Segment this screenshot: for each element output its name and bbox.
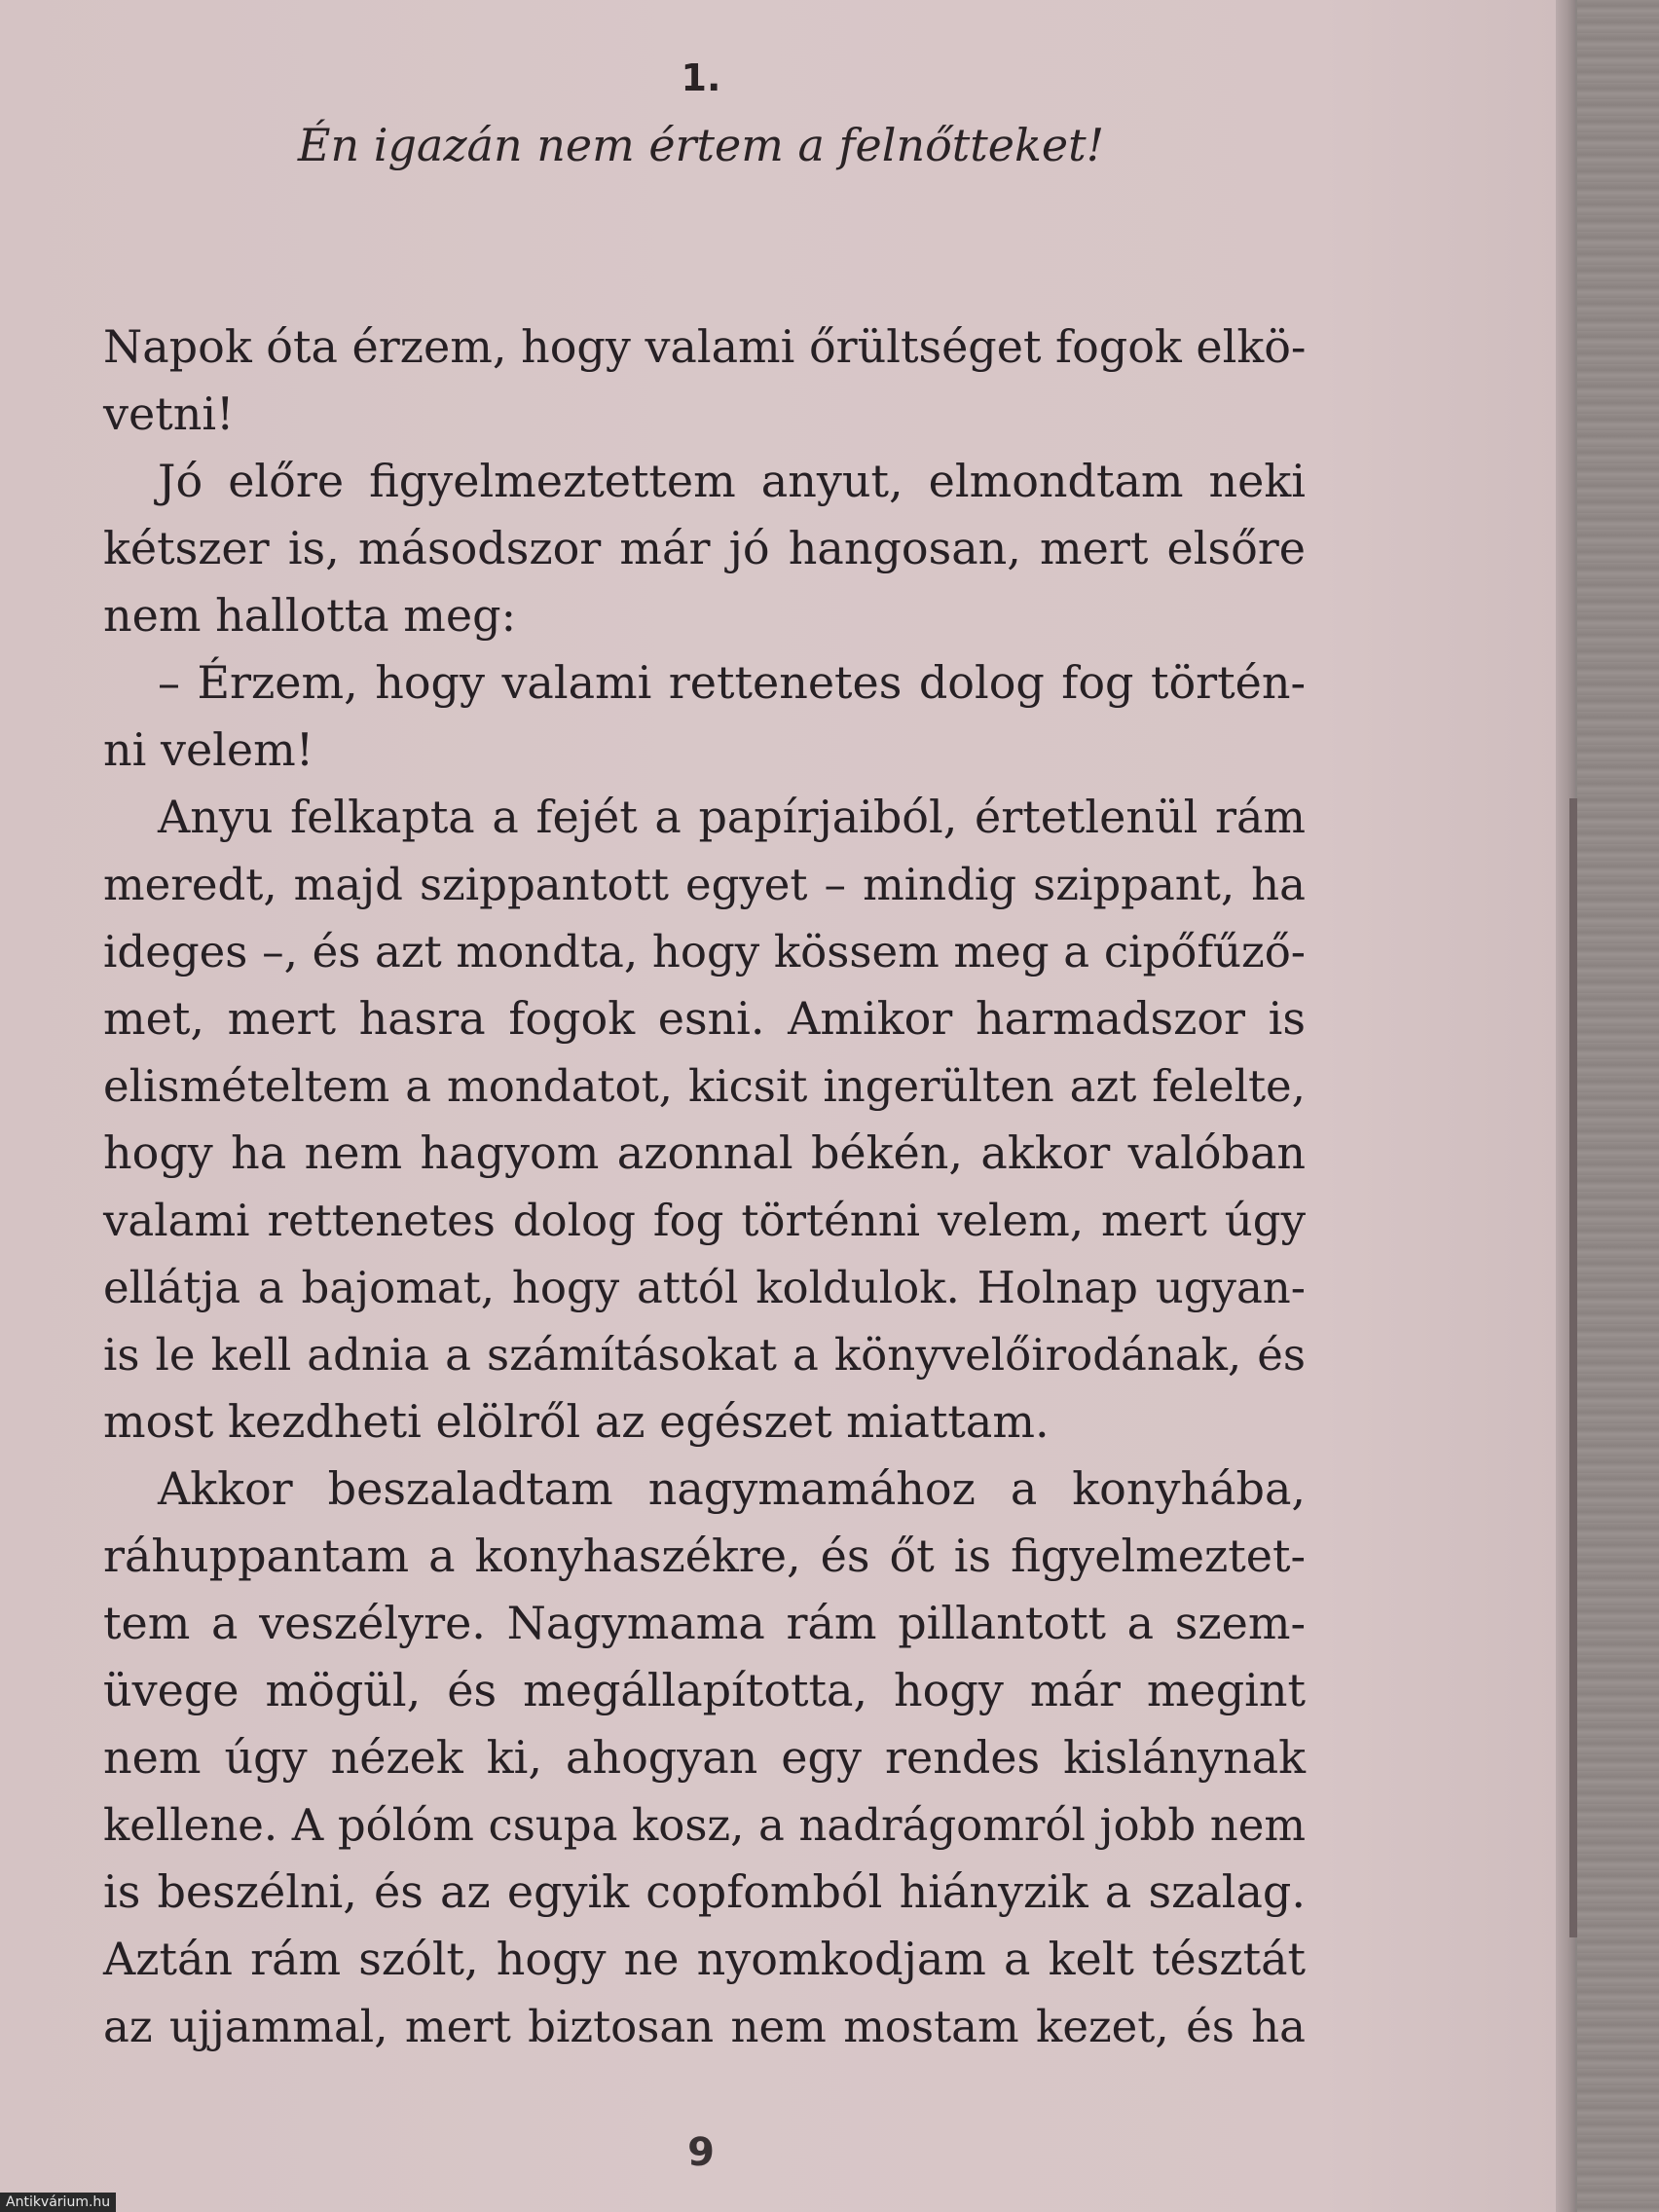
- chapter-title: Én igazán nem értem a felnőtteket!: [297, 119, 1105, 171]
- chapter-number: 1.: [681, 56, 721, 99]
- text-line: ráhuppantam a konyhaszékre, és őt is figyelmeztet-: [103, 1530, 1306, 1582]
- text-line: vetni!: [103, 387, 235, 440]
- text-line: valami rettenetes dolog fog történni velem, mert úgy: [103, 1195, 1306, 1246]
- text-line: ellátja a bajomat, hogy attól koldulok. Holnap ugyan-: [103, 1262, 1306, 1313]
- text-line: üvege mögül, és megállapította, hogy már megint: [103, 1664, 1306, 1716]
- text-line: elismételtem a mondatot, kicsit ingerülten azt felelte,: [103, 1060, 1306, 1112]
- text-line: Aztán rám szólt, hogy ne nyomkodjam a kelt tésztát: [103, 1933, 1306, 1985]
- text-line: nem úgy nézek ki, ahogyan egy rendes kislánynak: [103, 1731, 1306, 1784]
- text-line: kellene. A pólóm csupa kosz, a nadrágomról jobb nem: [103, 1799, 1306, 1851]
- text-line: Anyu felkapta a fejét a papírjaiból, értetlenül rám: [158, 791, 1306, 843]
- text-line: ni velem!: [103, 723, 314, 776]
- text-line: nem hallotta meg:: [103, 589, 517, 642]
- text-line: Akkor beszaladtam nagymamához a konyhába,: [158, 1462, 1306, 1515]
- text-line: hogy ha nem hagyom azonnal békén, akkor valóban: [103, 1126, 1306, 1179]
- page-number: 9: [687, 2130, 715, 2175]
- text-line: tem a veszélyre. Nagymama rám pillantott a szem-: [103, 1597, 1306, 1649]
- text-line: meredt, majd szippantott egyet – mindig szippant, ha: [103, 859, 1306, 910]
- book-cover-backing: [1577, 0, 1659, 2212]
- text-line: – Érzem, hogy valami rettenetes dolog fog történ-: [158, 656, 1306, 709]
- text-line: Jó előre figyelmeztettem anyut, elmondtam neki: [158, 455, 1306, 507]
- page-edge-shadow: [1569, 798, 1577, 1937]
- text-line: is beszélni, és az egyik copfomból hiányzik a szalag.: [103, 1865, 1306, 1918]
- text-line: ideges –, és azt mondta, hogy kössem meg a cipőfűző-: [103, 926, 1306, 977]
- text-line: Napok óta érzem, hogy valami őrültséget fogok elkö-: [103, 320, 1307, 373]
- text-line: az ujjammal, mert biztosan nem mostam kezet, és ha: [103, 2001, 1306, 2052]
- text-line: kétszer is, másodszor már jó hangosan, mert elsőre: [103, 522, 1306, 574]
- body-text: [103, 313, 1306, 2060]
- text-line: most kezdheti elölről az egészet miattam.: [103, 1395, 1050, 1448]
- text-line: is le kell adnia a számításokat a könyvelőirodának, és: [103, 1329, 1306, 1381]
- text-line: met, mert hasra fogok esni. Amikor harmadszor is: [103, 992, 1306, 1045]
- watermark: Antikvárium.hu: [0, 2193, 116, 2212]
